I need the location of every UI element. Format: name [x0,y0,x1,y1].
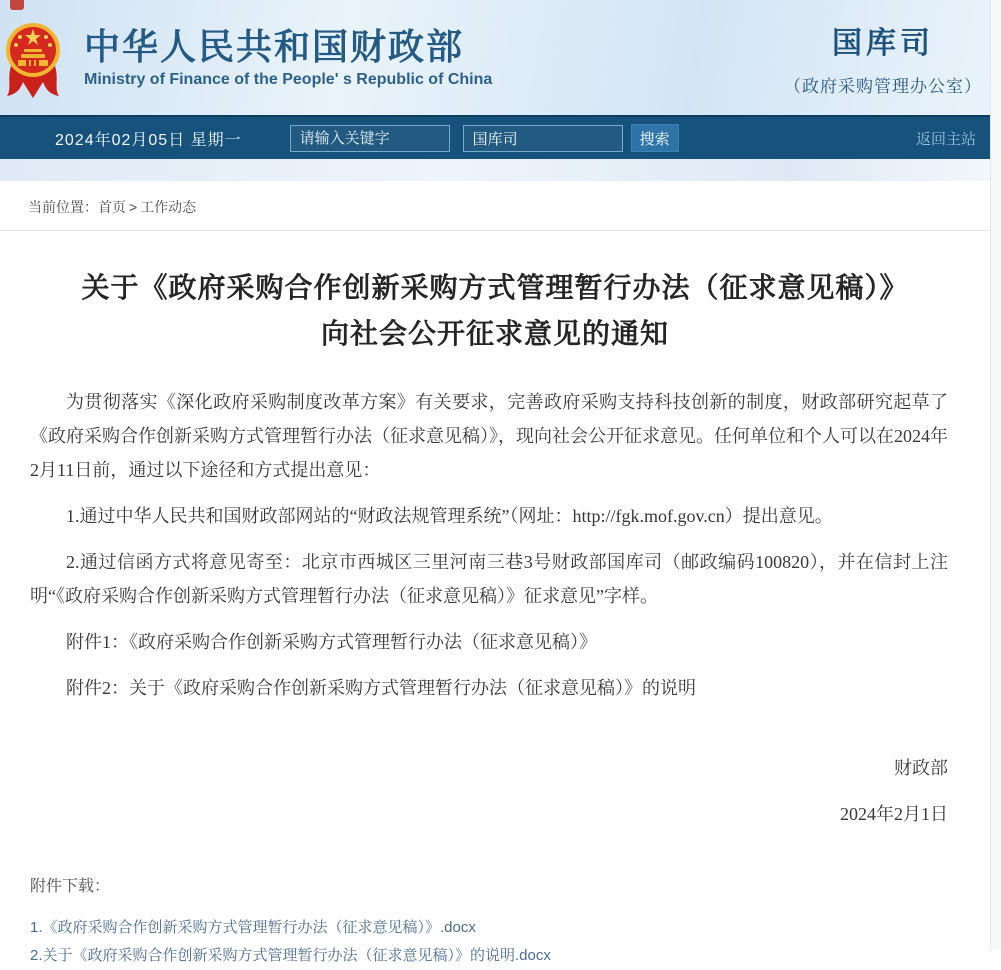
download-link-1[interactable]: 1.《政府采购合作创新采购方式管理暂行办法（征求意见稿）》.docx [30,919,476,936]
current-date: 2024年02月05日 星期一 [55,131,242,149]
site-title-en: Ministry of Finance of the People' s Republic of China [84,71,493,88]
search-button[interactable]: 搜索 [631,124,679,152]
keyword-search-input[interactable] [290,125,450,152]
signature-organization: 财政部 [894,758,948,778]
breadcrumb-separator: > [129,199,138,215]
department-block [784,24,982,97]
department-name: 国库司 [832,27,934,60]
article-title-line1: 关于《政府采购合作创新采购方式管理暂行办法（征求意见稿）》 [81,272,909,303]
download-link-2[interactable]: 2.关于《政府采购合作创新采购方式管理暂行办法（征求意见稿）》的说明.docx [30,947,551,964]
breadcrumb [0,181,990,230]
downloads-label: 附件下载： [30,878,111,895]
signature-date: 2024年2月1日 [840,804,948,824]
return-home-link[interactable]: 返回主站 [915,130,976,148]
divider-line [0,230,990,231]
breadcrumb-home-link[interactable]: 首页 [98,199,126,215]
article-title [34,265,956,357]
scrollbar-track[interactable] [990,0,1001,950]
breadcrumb-label: 当前位置： [28,199,98,215]
national-emblem-icon [4,21,62,101]
site-title-cn: 中华人民共和国财政部 [84,26,465,67]
article-paragraph-2: 1.通过中华人民共和国财政部网站的“财政法规管理系统”（网址：http://fgk.mof.gov.cn）提出意见。 [66,506,833,526]
article-paragraph-1: 为贯彻落实《深化政府采购制度改革方案》有关要求，完善政府采购支持科技创新的制度，财政部研究起草了《政府采购合作创新采购方式管理暂行办法（征求意见稿）》，现向社会公开征求意见。任何单位和个人可以在2024年2月11日前，通过以下途径和方式提出意见： [30,392,948,480]
site-header [0,0,990,115]
article-title-line2: 向社会公开征求意见的通知 [320,318,669,349]
top-navbar [0,115,990,159]
site-title-block [84,26,492,89]
article-paragraph-3: 2.通过信函方式将意见寄至：北京市西城区三里河南三巷3号财政部国库司（邮政编码100820），并在信封上注明“《政府采购合作创新采购方式管理暂行办法（征求意见稿）》征求意见”字样。 [30,552,948,606]
corner-red-artifact [10,0,24,10]
department-subtitle: （政府采购管理办公室） [784,77,982,96]
attachment-line-2: 附件2：关于《政府采购合作创新采购方式管理暂行办法（征求意见稿）》的说明 [66,678,696,698]
decorative-band [0,159,990,181]
search-scope-input[interactable] [463,125,623,152]
attachment-line-1: 附件1：《政府采购合作创新采购方式管理暂行办法（征求意见稿）》 [66,632,597,652]
article [0,265,990,831]
breadcrumb-section-link[interactable]: 工作动态 [140,199,197,215]
attachment-downloads [30,873,948,970]
site-logo-link[interactable] [4,15,492,101]
